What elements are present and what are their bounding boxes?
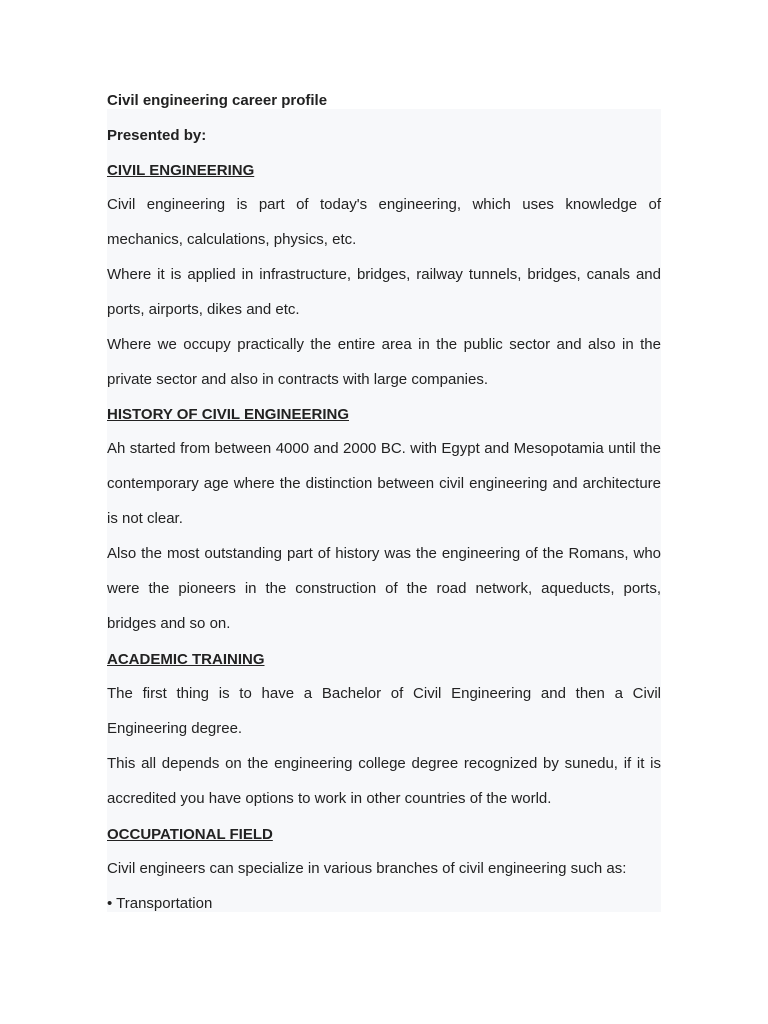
- section-heading-history: HISTORY OF CIVIL ENGINEERING: [107, 406, 349, 424]
- paragraph: Civil engineering is part of today's engineering, which uses knowledge of mechanics, calculations, physics, etc.: [107, 196, 661, 248]
- bullet-item: • Transportation: [107, 895, 213, 913]
- section-heading-occupational-field: OCCUPATIONAL FIELD: [107, 825, 273, 843]
- document-content: [107, 83, 661, 921]
- section-heading-civil-engineering: CIVIL ENGINEERING: [107, 162, 255, 179]
- presented-by-label: Presented by:: [107, 127, 207, 144]
- paragraph: Civil engineers can specialize in various branches of civil engineering such as:: [107, 859, 627, 877]
- paragraph: This all depends on the engineering college degree recognized by sunedu, if it is accredited you have options to work in other countries of the world.: [107, 754, 661, 807]
- paragraph: Ah started from between 4000 and 2000 BC. with Egypt and Mesopotamia until the contemporary age where the distinction between civil engineering and architecture is not clear.: [107, 440, 661, 528]
- document-title: Civil engineering career profile: [107, 92, 328, 109]
- section-heading-academic-training: ACADEMIC TRAINING: [107, 650, 265, 668]
- paragraph: Also the most outstanding part of history was the engineering of the Romans, who were the pioneers in the construction of the road network, aqueducts, ports, bridges and so on.: [107, 545, 661, 632]
- paragraph: The first thing is to have a Bachelor of Civil Engineering and then a Civil Engineering degree.: [107, 684, 661, 737]
- paragraph: Where it is applied in infrastructure, bridges, railway tunnels, bridges, canals and ports, airports, dikes and etc.: [107, 265, 661, 318]
- paragraph: Where we occupy practically the entire area in the public sector and also in the private sector and also in contracts with large companies.: [107, 335, 661, 388]
